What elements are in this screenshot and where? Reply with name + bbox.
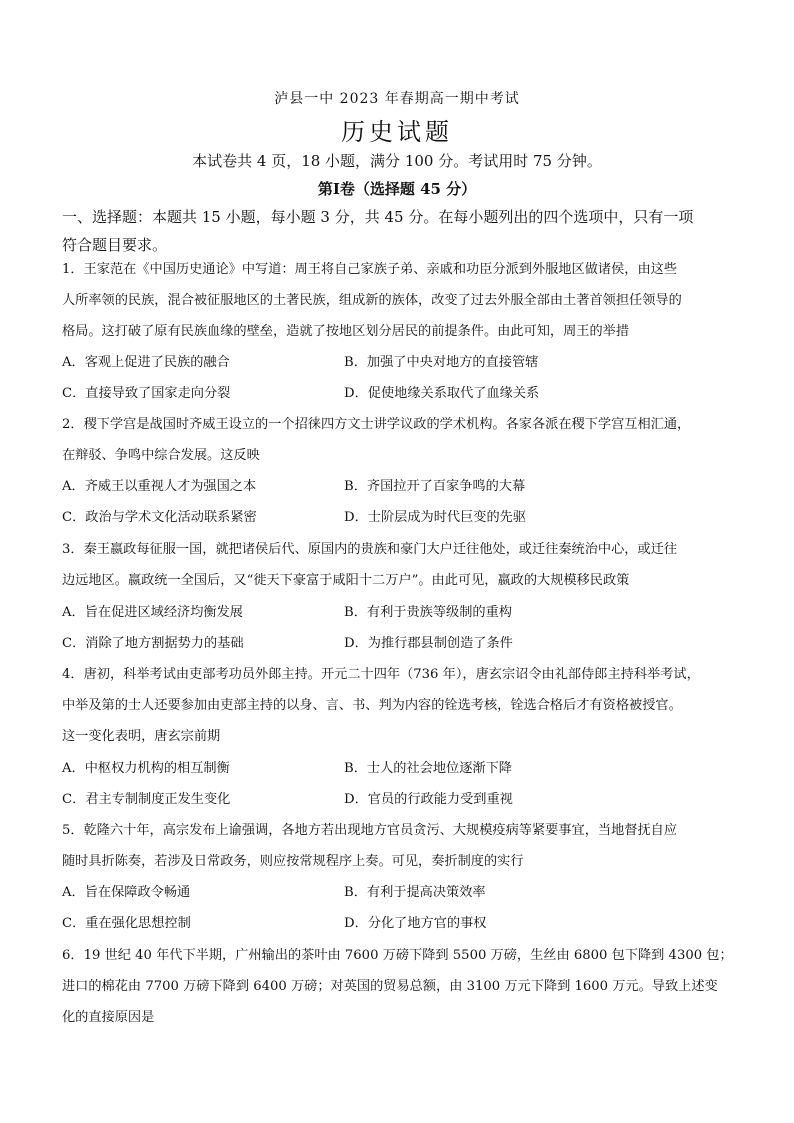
option-d: D．为推行郡县制创造了条件 (344, 636, 513, 651)
instruction-line: 一、选择题：本题共 15 小题，每小题 3 分，共 45 分。在每小题列出的四个选项中，只有一项 (62, 208, 694, 226)
option-a: A．旨在保障政令畅通 (62, 885, 191, 900)
question-4-stem (62, 659, 748, 752)
option-a: A．客观上促进了民族的融合 (62, 355, 230, 370)
instruction-line: 符合题目要求。 (62, 236, 168, 254)
question-6-stem (62, 940, 748, 1033)
stem-line: 化的直接原因是 (62, 1010, 155, 1025)
option-b: B．加强了中央对地方的直接管辖 (344, 355, 539, 370)
stem-line: 1．王家范在《中国历史通论》中写道：周王将自己家族子弟、亲戚和功臣分派到外服地区做诸侯，由这些 (62, 262, 678, 277)
question-1-stem (62, 254, 748, 347)
stem-line: 6．19 世纪 40 年代下半期，广州输出的茶叶由 7600 万磅下降到 5500 万磅，生丝由 6800 包下降到 4300 包； (62, 948, 733, 963)
school-exam-line: 泸县一中 2023 年春期高一期中考试 (274, 91, 520, 107)
option-c: C．君主专制制度正发生变化 (62, 792, 231, 807)
question-1-options (62, 347, 748, 409)
question-5-options (62, 877, 748, 939)
option-c: C．政治与学术文化活动联系紧密 (62, 510, 257, 525)
option-c: C．消除了地方割据势力的基础 (62, 636, 244, 651)
stem-line: 格局。这打破了原有民族血缘的壁垒，造就了按地区划分居民的前提条件。由此可知，周王的举措 (62, 324, 630, 339)
option-d: D．促使地缘关系取代了血缘关系 (344, 386, 540, 401)
stem-line: 人所率领的民族，混合被征服地区的土著民族，组成新的族体，改变了过去外服全部由土著首领担任领导的 (62, 293, 682, 308)
option-b: B．齐国拉开了百家争鸣的大幕 (344, 479, 526, 494)
option-b: B．有利于提高决策效率 (344, 885, 486, 900)
option-a: A．中枢权力机构的相互制衡 (62, 761, 230, 776)
stem-line: 中举及第的士人还要参加由吏部主持的以身、言、书、判为内容的铨选考核，铨选合格后才有资格被授官。 (62, 698, 682, 713)
question-5-stem (62, 815, 748, 877)
option-a: A．齐威王以重视人才为强国之本 (62, 479, 257, 494)
question-2-options (62, 471, 748, 533)
stem-line: 3．秦王嬴政每征服一国，就把诸侯后代、原国内的贵族和豪门大户迁往他处，或迁往秦统治中心，或迁往 (62, 542, 678, 557)
stem-line: 这一变化表明，唐玄宗前期 (62, 729, 221, 744)
option-a: A．旨在促进区域经济均衡发展 (62, 605, 243, 620)
question-4-options (62, 753, 748, 815)
stem-line: 进口的棉花由 7700 万磅下降到 6400 万磅；对英国的贸易总额，由 3100 万元下降到 1600 万元。导致上述变 (62, 979, 718, 994)
option-b: B．有利于贵族等级制的重构 (344, 605, 512, 620)
question-3-options (62, 597, 748, 659)
option-b: B．士人的社会地位逐渐下降 (344, 761, 512, 776)
option-c: C．直接导致了国家走向分裂 (62, 386, 231, 401)
stem-line: 5．乾隆六十年，高宗发布上谕强调，各地方若出现地方官员贪污、大规模疫病等紧要事宜，当地督抚自应 (62, 823, 678, 838)
exam-info: 本试卷共 4 页，18 小题，满分 100 分。考试用时 75 分钟。 (192, 152, 602, 170)
subject-title: 历史试题 (341, 118, 453, 146)
question-3-stem (62, 534, 748, 596)
option-d: D．官员的行政能力受到重视 (344, 792, 513, 807)
stem-line: 在辩驳、争鸣中综合发展。这反映 (62, 448, 260, 463)
stem-line: 2．稷下学宫是战国时齐威王设立的一个招徕四方文士讲学议政的学术机构。各家各派在稷下学宫互相汇通， (62, 417, 691, 432)
option-d: D．士阶层成为时代巨变的先驱 (344, 510, 527, 525)
section-title: 第Ⅰ卷（选择题 45 分） (317, 180, 477, 198)
option-d: D．分化了地方官的事权 (344, 916, 487, 931)
section-instructions (62, 203, 742, 259)
option-c: C．重在强化思想控制 (62, 916, 191, 931)
stem-line: 边远地区。嬴政统一全国后，又“徙天下豪富于咸阳十二万户”。由此可见，嬴政的大规模移民政策 (62, 573, 630, 588)
stem-line: 随时具折陈奏，若涉及日常政务，则应按常规程序上奏。可见，奏折制度的实行 (62, 854, 524, 869)
stem-line: 4．唐初，科举考试由吏部考功员外郎主持。开元二十四年（736 年），唐玄宗诏令由礼部侍郎主持科举考试， (62, 667, 700, 682)
question-2-stem (62, 409, 748, 471)
